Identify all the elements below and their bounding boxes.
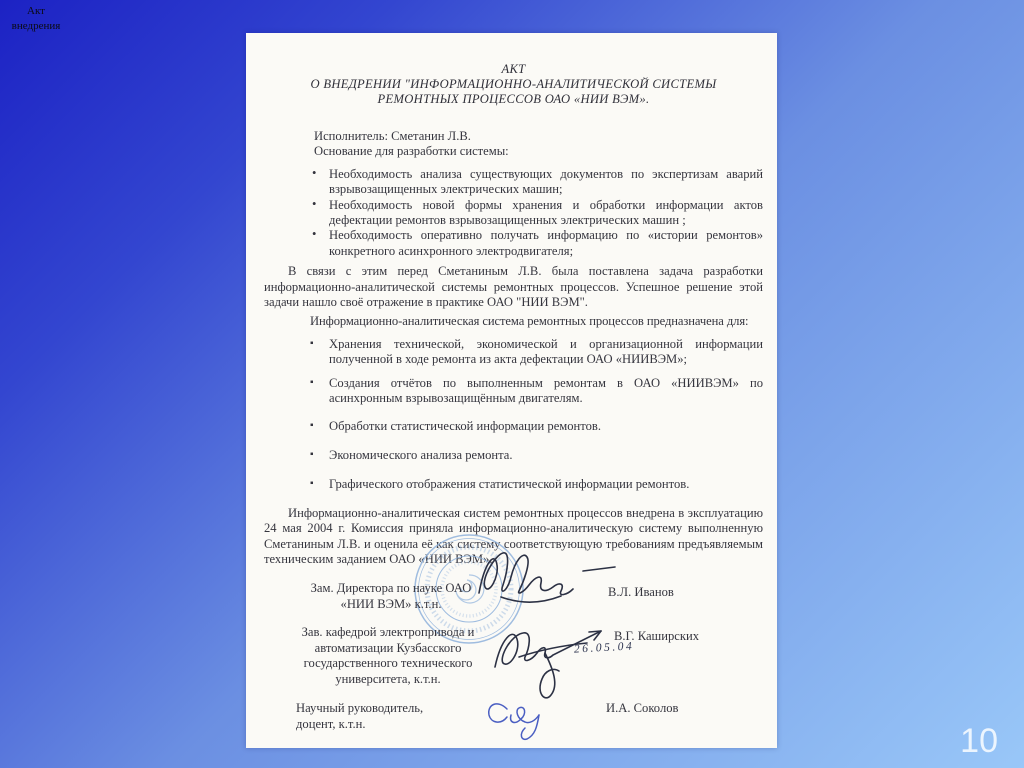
signature-scribble-sokolov: [481, 693, 571, 748]
bullet-item: • Необходимость оперативно получать информацию по «истории ремонтов» конкретного асинхронного электродвигателя;: [310, 228, 763, 259]
bullet-item: • Необходимость новой формы хранения и обработки информации актов дефектации ремонтов взрывозащищенных электрических машин ;: [310, 198, 763, 229]
bullet-item: ▪ Хранения технической, экономической и организационной информации полученной в ходе ремонта из акта дефектации ОАО «НИИВЭМ»;: [310, 337, 763, 368]
signer-role: Зам. Директора по науке ОАО «НИИ ВЭМ» к.т.н.: [310, 581, 472, 611]
purpose-bullet-list: [264, 337, 763, 493]
conclusion-paragraph: Информационно-аналитическая систем ремонтных процессов внедрена в эксплуатацию 24 мая 2004 г. Комиссия приняла информационно-аналитическую систему выполненную Сметаниным Л.В. и оценила её как систему соответствующую требованиям предъявляемым техническим заданием ОАО «НИИ ВЭМ».: [264, 505, 763, 566]
document-title-line-1: АКТ: [501, 62, 526, 76]
bullet-item: ▪ Обработки статистической информации ремонтов.: [310, 419, 763, 434]
purpose-heading: Информационно-аналитическая система ремонтных процессов предназначена для:: [310, 314, 749, 329]
bullet-item: ▪ Создания отчётов по выполненным ремонтам в ОАО «НИИВЭМ» по асинхронным взрывозащищённым двигателям.: [310, 376, 763, 407]
signature-date: 26.05.04: [573, 640, 635, 656]
signer-name: В.Г. Каширских: [614, 629, 700, 643]
basis-heading: Основание для разработки системы:: [314, 144, 509, 159]
bullet-item: ▪ Графического отображения статистической информации ремонтов.: [310, 477, 763, 492]
bullet-item: ▪ Экономического анализа ремонта.: [310, 448, 763, 463]
signature-scribble-ivanov: [471, 543, 621, 608]
slide-page-number: 10: [960, 722, 998, 760]
basis-bullet-list: [264, 167, 763, 259]
signer-role: Зав. кафедрой электропривода и автоматизации Кузбасского государственного технического университета, к.т.н.: [301, 625, 475, 686]
slide-corner-title: Акт внедрения: [11, 5, 61, 32]
signer-name: В.Л. Иванов: [608, 585, 674, 599]
document-title-line-2: О ВНЕДРЕНИИ "ИНФОРМАЦИОННО-АНАЛИТИЧЕСКОЙ СИСТЕМЫ: [310, 77, 717, 91]
document-page: [246, 33, 777, 748]
bullet-item: • Необходимость анализа существующих документов по экспертизам аварий взрывозащищенных электрических машин;: [310, 167, 763, 198]
signer-name: И.А. Соколов: [606, 701, 679, 715]
document-title-line-3: РЕМОНТНЫХ ПРОЦЕССОВ ОАО «НИИ ВЭМ».: [377, 92, 650, 106]
executor-line: Исполнитель: Сметанин Л.В.: [314, 129, 471, 143]
intro-paragraph: В связи с этим перед Сметаниным Л.В. была поставлена задача разработки информационно-аналитической системы ремонтных процессов. Успешное решение этой задачи нашло своё отражение в практике ОАО "НИИ ВЭМ".: [264, 264, 763, 310]
signer-role: Научный руководитель, доцент, к.т.н.: [296, 701, 424, 731]
document-title: [264, 62, 763, 107]
